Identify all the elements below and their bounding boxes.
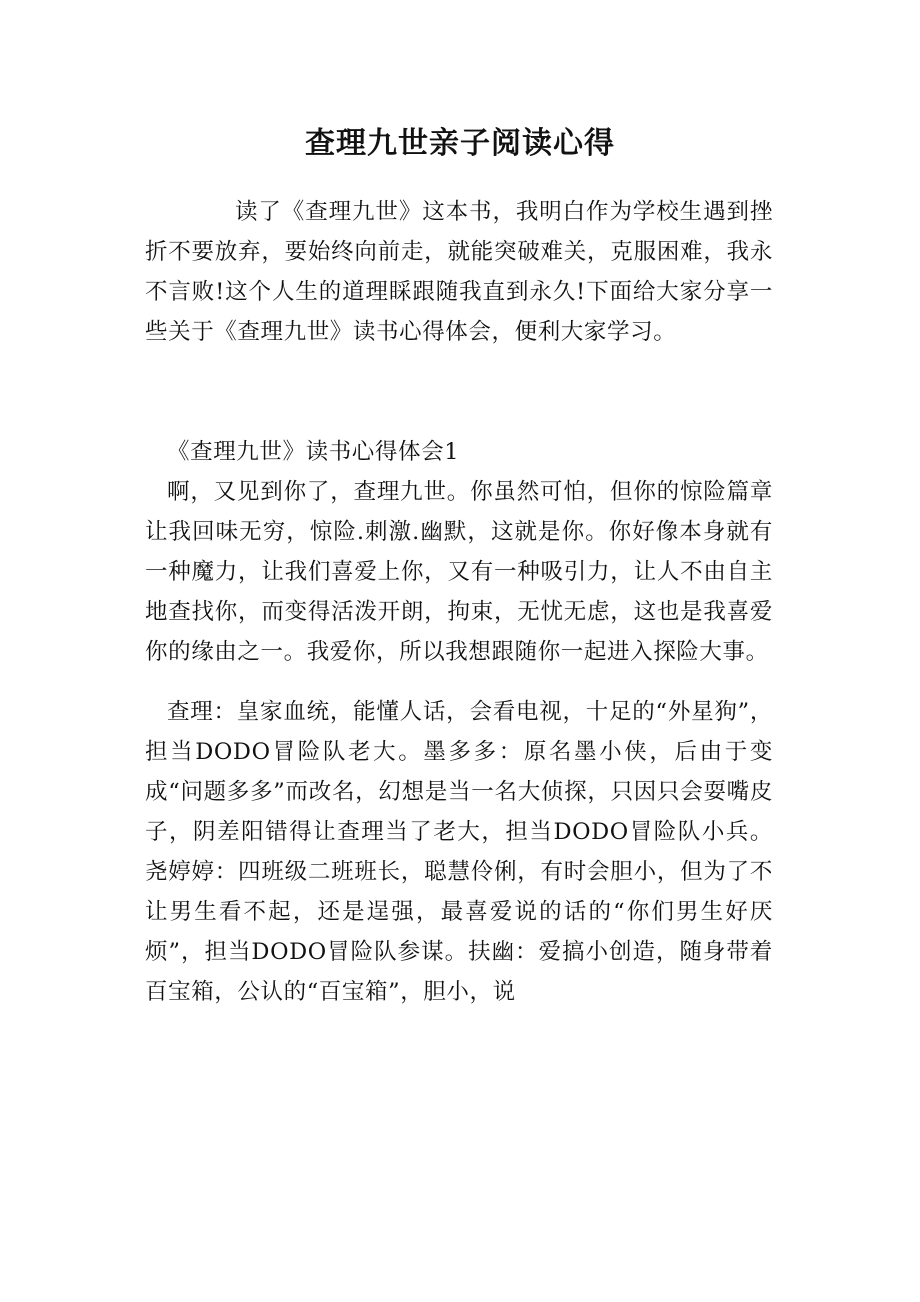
page-title: 查理九世亲子阅读心得 [305,126,615,161]
section-heading: 《查理九世》读书心得体会1 [167,439,460,465]
intro-paragraph: 读了《查理九世》这本书，我明白作为学校生遇到挫折不要放弃，要始终向前走，就能突破难关，克服困难，我永不言败!这个人生的道理睬跟随我直到永久!下面给大家分享一些关于《查理九世》读书心得体会，便利大家学习。 [145,199,773,345]
body-paragraph-1: 啊，又见到你了，查理九世。你虽然可怕，但你的惊险篇章让我回味无穷，惊险.刺激.幽默，这就是你。你好像本身就有一种魔力，让我们喜爱上你，又有一种吸引力，让人不由自主地查找你，而变得活泼开朗，拘束，无忧无虑，这也是我喜爱你的缘由之一。我爱你，所以我想跟随你一起进入探险大事。 [145,479,773,665]
body-paragraph-2: 查理：皇家血统，能懂人话，会看电视，十足的“外星狗”，担当DODO冒险队老大。墨多多：原名墨小侠，后由于变成“问题多多”而改名，幻想是当一名大侦探，只因只会耍嘴皮子，阴差阳错得让查理当了老大，担当DODO冒险队小兵。尧婷婷：四班级二班班长，聪慧伶俐，有时会胆小，但为了不让男生看不起，还是逞强，最喜爱说的话的“你们男生好厌烦”，担当DODO冒险队参谋。扶幽：爱搞小创造，随身带着百宝箱，公认的“百宝箱”，胆小，说 [145,699,773,1005]
document-body [145,192,773,1012]
